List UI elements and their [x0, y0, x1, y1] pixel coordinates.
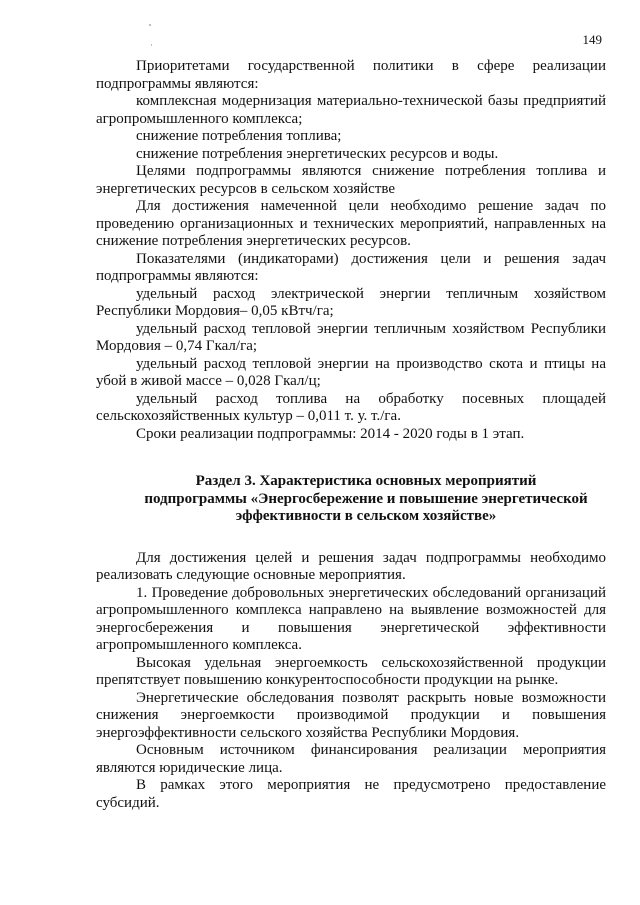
paragraph: Целями подпрограммы являются снижение потребления топлива и энергетических ресурсов в сельском хозяйстве	[96, 163, 606, 197]
scan-speck	[151, 44, 152, 46]
heading-line: эффективности в сельском хозяйстве»	[235, 508, 497, 524]
paragraph: удельный расход тепловой энергии тепличным хозяйством Республики Мордовия – 0,74 Гкал/га;	[96, 320, 606, 354]
paragraph: 1. Проведение добровольных энергетических обследований организаций агропромышленного комплекса направлено на выявление возможностей для энергосбережения и повышения энергетической эффективности агропромышленного комплекса.	[96, 584, 606, 653]
paragraph: Приоритетами государственной политики в сфере реализации подпрограммы являются:	[96, 58, 606, 92]
heading-line: Раздел 3. Характеристика основных мероприятий	[195, 473, 537, 489]
paragraph: Энергетические обследования позволят раскрыть новые возможности снижения энергоемкости производимой продукции и повышения энергоэффективности сельского хозяйства Республики Мордовия.	[96, 689, 606, 741]
paragraph: снижение потребления энергетических ресурсов и воды.	[136, 145, 499, 162]
section-heading	[96, 473, 606, 526]
page-number: 149	[582, 32, 602, 47]
paragraph: комплексная модернизация материально-технической базы предприятий агропромышленного комплекса;	[96, 93, 606, 127]
paragraph: Сроки реализации подпрограммы: 2014 - 2020 годы в 1 этап.	[136, 425, 525, 442]
scan-speck	[149, 24, 151, 26]
paragraph: Для достижения целей и решения задач подпрограммы необходимо реализовать следующие основные мероприятия.	[96, 549, 606, 583]
paragraph: удельный расход тепловой энергии на производство скота и птицы на убой в живой массе – 0,028 Гкал/ц;	[96, 355, 606, 389]
heading-line: подпрограммы «Энергосбережение и повышение энергетической	[144, 490, 588, 507]
paragraph: В рамках этого мероприятия не предусмотрено предоставление субсидий.	[96, 777, 606, 811]
document-body	[96, 58, 606, 812]
paragraph: Основным источником финансирования реализации мероприятия являются юридические лица.	[96, 742, 606, 776]
paragraph: удельный расход электрической энергии тепличным хозяйством Республики Мордовия– 0,05 кВтч/га;	[96, 285, 606, 319]
paragraph: Показателями (индикаторами) достижения цели и решения задач подпрограммы являются:	[96, 250, 606, 284]
paragraph: удельный расход топлива на обработку посевных площадей сельскохозяйственных культур – 0,011 т. у. т./га.	[96, 390, 606, 424]
paragraph: Для достижения намеченной цели необходимо решение задач по проведению организационных и технических мероприятий, направленных на снижение потребления энергетических ресурсов.	[96, 198, 606, 249]
paragraph: снижение потребления топлива;	[136, 128, 342, 144]
paragraph: Высокая удельная энергоемкость сельскохозяйственной продукции препятствует повышению конкурентоспособности продукции на рынке.	[96, 654, 606, 688]
